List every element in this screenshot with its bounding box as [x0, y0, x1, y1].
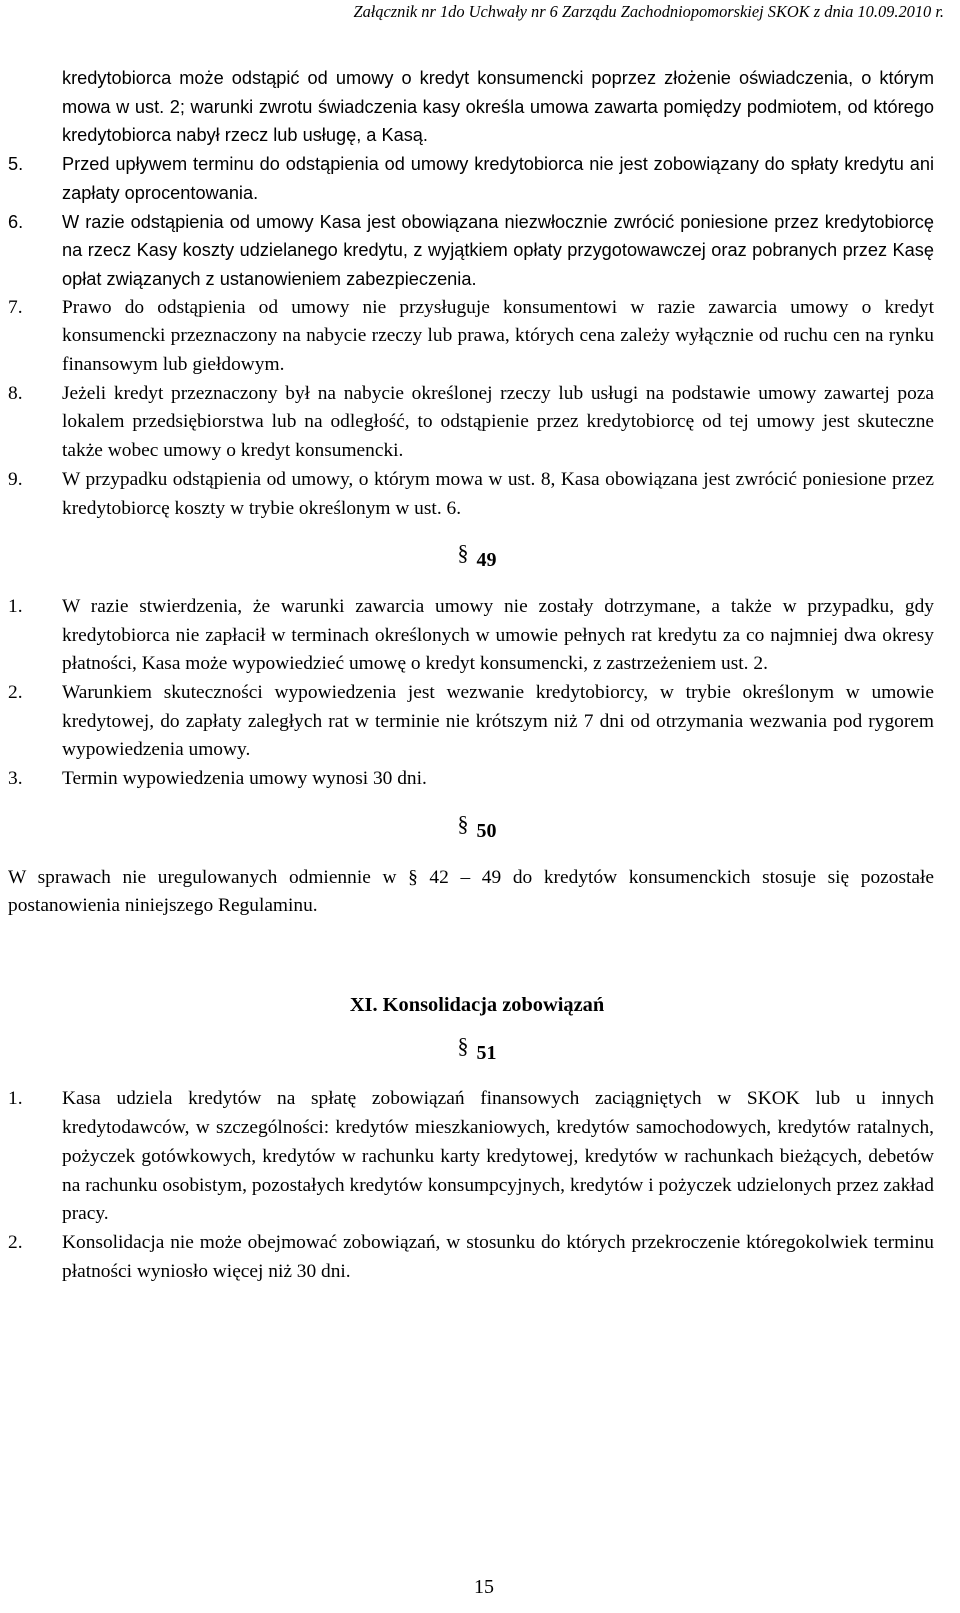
list-text: W razie odstąpienia od umowy Kasa jest obowiązana niezwłocznie zwrócić poniesione przez kredytobiorcę na rzecz Kasy koszty udzielanego kredytu, z wyjątkiem opłaty przygotowawczej oraz pobranych przez Kasę opłat związanych z ustanowieniem zabezpieczenia. [62, 211, 934, 289]
list-text: Kasa udziela kredytów na spłatę zobowiązań finansowych zaciągniętych w SKOK lub u innych kredytodawców, w szczególności: kredytów mieszkaniowych, kredytów samochodowych, kredytów ratalnych, pożyczek gotówkowych, kredytów w rachunku karty kredytowej, kredytów w rachunkach bieżących, debetów na rachunku osobistym, pozostałych kredytów konsumpcyjnych, kredytów i pożyczek udzielonych przez zakład pracy. [62, 1088, 934, 1225]
list-item-8 [8, 380, 934, 466]
list-item-7 [8, 294, 934, 380]
list-item-49-1 [8, 593, 934, 679]
section-sign-icon: § [457, 810, 469, 836]
paragraph-number: 51 [476, 1041, 497, 1064]
list-number: 2. [8, 682, 23, 704]
list-number: 1. [8, 595, 23, 617]
list-item-51-1 [8, 1085, 934, 1229]
page-number: 15 [474, 1576, 494, 1598]
section-sign-icon: § [457, 1032, 469, 1058]
list-item-49-2 [8, 679, 934, 765]
section-title: XI. Konsolidacja zobowiązań [349, 993, 605, 1016]
list-number: 6. [8, 211, 24, 232]
list-number: 9. [8, 468, 23, 490]
list-item-49-3 [8, 765, 934, 794]
paragraph-heading-49 [8, 540, 934, 575]
list-text: W razie stwierdzenia, że warunki zawarcia umowy nie zostały dotrzymane, a także w przypadku, gdy kredytobiorca nie zapłacił w terminach określonych w umowie pełnych rat kredytu za co najmniej dwa okresy płatności, Kasa może wypowiedzieć umowę o kredyt konsumencki, z zastrzeżeniem ust. 2. [62, 595, 934, 675]
list-item-51-2 [8, 1229, 934, 1286]
paragraph-50-text: W sprawach nie uregulowanych odmiennie w § 42 – 49 do kredytów konsumenckich stosuje się pozostałe postanowienia niniejszego Regulaminu. [8, 866, 934, 917]
paragraph-number: 49 [476, 549, 497, 572]
list-text: Konsolidacja nie może obejmować zobowiązań, w stosunku do których przekroczenie któregokolwiek terminu płatności wyniosło więcej niż 30 dni. [62, 1231, 934, 1282]
list-item-9 [8, 466, 934, 523]
list-text: W przypadku odstąpienia od umowy, o którym mowa w ust. 8, Kasa obowiązana jest zwrócić poniesione przez kredytobiorcę koszty w trybie określonym w ust. 6. [62, 468, 934, 519]
list-number: 7. [8, 296, 23, 318]
list-number: 8. [8, 382, 23, 404]
paragraph-heading-50 [8, 810, 934, 846]
list-number: 3. [8, 768, 23, 790]
page-header: Załącznik nr 1do Uchwały nr 6 Zarządu Zachodniopomorskiej SKOK z dnia 10.09.2010 r. [353, 2, 944, 21]
list-number: 2. [8, 1231, 23, 1253]
list-text: Prawo do odstąpienia od umowy nie przysługuje konsumentowi w razie zawarcia umowy o kredyt konsumencki przeznaczony na nabycie rzeczy lub prawa, których cena zależy wyłącznie od ruchu cen na rynku finansowym lub giełdowym. [62, 296, 934, 376]
list-text: Termin wypowiedzenia umowy wynosi 30 dni. [62, 768, 427, 790]
list-text: Jeżeli kredyt przeznaczony był na nabycie określonej rzeczy lub usługi na podstawie umowy zawartej poza lokalem przedsiębiorstwa lub na odległość, to odstąpienie przez kredytobiorcę od tej umowy jest skuteczne także wobec umowy o kredyt konsumencki. [62, 382, 934, 462]
paragraph-heading-51 [8, 1032, 934, 1068]
list-number: 5. [8, 154, 24, 175]
document-body [8, 64, 934, 1286]
paragraph-number: 50 [476, 819, 497, 842]
list-text: Przed upływem terminu do odstąpienia od umowy kredytobiorca nie jest zobowiązany do spłaty kredytu ani zapłaty oprocentowania. [62, 154, 934, 203]
section-sign-icon: § [457, 540, 469, 566]
list-number: 1. [8, 1088, 23, 1110]
list-item-6 [8, 208, 934, 294]
list-item-5 [8, 150, 934, 207]
intro-paragraph: kredytobiorca może odstąpić od umowy o kredyt konsumencki poprzez złożenie oświadczenia, o którym mowa w ust. 2; warunki zwrotu świadczenia kasy określa umowa zawarta pomiędzy podmiotem, od którego kredytobiorca nabył rzecz lub usługę, a Kasą. [62, 68, 934, 146]
list-text: Warunkiem skuteczności wypowiedzenia jest wezwanie kredytobiorcy, w trybie określonym w umowie kredytowej, do zapłaty zaległych rat w terminie nie krótszym niż 7 dni od otrzymania wezwania pod rygorem wypowiedzenia umowy. [62, 682, 934, 761]
